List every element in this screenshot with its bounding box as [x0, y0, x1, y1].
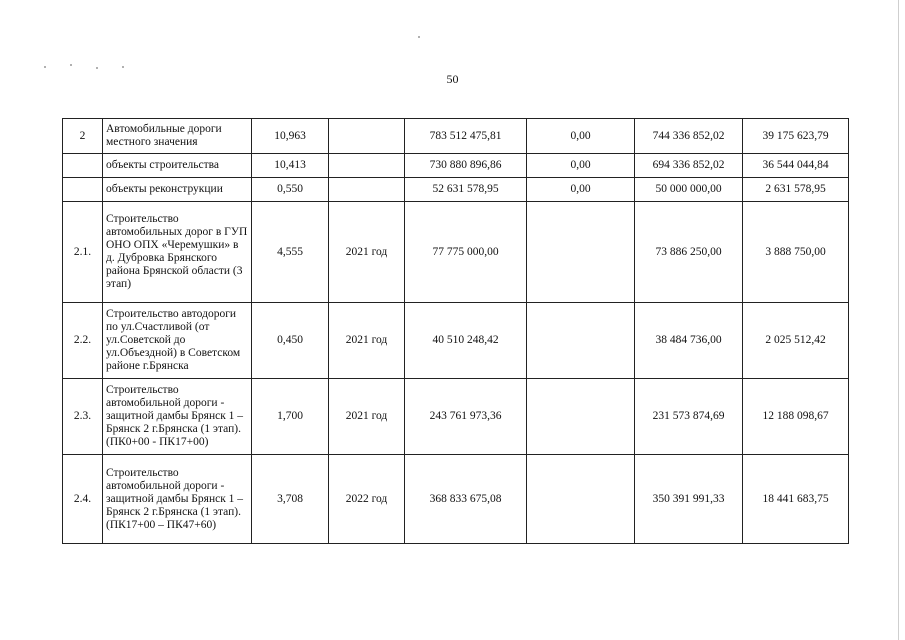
- object-name: Строительство автомобильной дороги - защитной дамбы Брянск 1 – Брянск 2 г.Брянска (1 этап). (ПК17+00 – ПК47+60): [103, 455, 252, 544]
- local-amount: 2 631 578,95: [743, 178, 849, 202]
- length-km: 10,413: [252, 154, 329, 178]
- object-name: Строительство автодороги по ул.Счастливой (от ул.Советской до ул.Объездной) в Советском районе г.Брянска: [103, 303, 252, 379]
- regional-amount: 350 391 991,33: [635, 455, 743, 544]
- budget-table: [62, 118, 849, 544]
- local-amount: 3 888 750,00: [743, 202, 849, 303]
- total-amount: 730 880 896,86: [405, 154, 527, 178]
- page-number: 50: [446, 72, 459, 86]
- total-amount: 52 631 578,95: [405, 178, 527, 202]
- total-amount: 40 510 248,42: [405, 303, 527, 379]
- federal-amount: [527, 303, 635, 379]
- total-amount: 368 833 675,08: [405, 455, 527, 544]
- table-row: [63, 178, 849, 202]
- row-number: 2.3.: [63, 379, 103, 455]
- total-amount: 243 761 973,36: [405, 379, 527, 455]
- object-name: Автомобильные дороги местного значения: [103, 119, 252, 154]
- scan-speck: [418, 36, 420, 38]
- local-amount: 39 175 623,79: [743, 119, 849, 154]
- year: 2021 год: [329, 303, 405, 379]
- year: [329, 154, 405, 178]
- local-amount: 18 441 683,75: [743, 455, 849, 544]
- regional-amount: 38 484 736,00: [635, 303, 743, 379]
- total-amount: 77 775 000,00: [405, 202, 527, 303]
- local-amount: 12 188 098,67: [743, 379, 849, 455]
- object-name: объекты строительства: [103, 154, 252, 178]
- length-km: 1,700: [252, 379, 329, 455]
- object-name: Строительство автомобильных дорог в ГУП ОНО ОПХ «Черемушки» в д. Дубровка Брянского района Брянской области (3 этап): [103, 202, 252, 303]
- scan-edge-line: [898, 0, 899, 640]
- scan-speck: [70, 64, 72, 66]
- year: [329, 178, 405, 202]
- scan-speck: [122, 66, 124, 68]
- total-amount: 783 512 475,81: [405, 119, 527, 154]
- table-row: [63, 303, 849, 379]
- table-row: [63, 202, 849, 303]
- federal-amount: 0,00: [527, 119, 635, 154]
- regional-amount: 744 336 852,02: [635, 119, 743, 154]
- object-name: объекты реконструкции: [103, 178, 252, 202]
- federal-amount: [527, 379, 635, 455]
- federal-amount: [527, 455, 635, 544]
- federal-amount: [527, 202, 635, 303]
- row-number: [63, 154, 103, 178]
- regional-amount: 73 886 250,00: [635, 202, 743, 303]
- length-km: 10,963: [252, 119, 329, 154]
- table-body: [63, 119, 849, 544]
- table-row: [63, 119, 849, 154]
- regional-amount: 50 000 000,00: [635, 178, 743, 202]
- length-km: 0,450: [252, 303, 329, 379]
- row-number: 2.4.: [63, 455, 103, 544]
- length-km: 3,708: [252, 455, 329, 544]
- scan-speck: [44, 66, 46, 68]
- federal-amount: 0,00: [527, 178, 635, 202]
- table-row: [63, 455, 849, 544]
- regional-amount: 231 573 874,69: [635, 379, 743, 455]
- year: 2022 год: [329, 455, 405, 544]
- table-row: [63, 154, 849, 178]
- federal-amount: 0,00: [527, 154, 635, 178]
- row-number: 2.2.: [63, 303, 103, 379]
- local-amount: 2 025 512,42: [743, 303, 849, 379]
- local-amount: 36 544 044,84: [743, 154, 849, 178]
- object-name: Строительство автомобильной дороги - защитной дамбы Брянск 1 – Брянск 2 г.Брянска (1 этап). (ПК0+00 - ПК17+00): [103, 379, 252, 455]
- year: [329, 119, 405, 154]
- table-row: [63, 379, 849, 455]
- length-km: 4,555: [252, 202, 329, 303]
- year: 2021 год: [329, 379, 405, 455]
- length-km: 0,550: [252, 178, 329, 202]
- regional-amount: 694 336 852,02: [635, 154, 743, 178]
- row-number: 2.1.: [63, 202, 103, 303]
- row-number: [63, 178, 103, 202]
- year: 2021 год: [329, 202, 405, 303]
- scan-speck: [96, 67, 98, 69]
- row-number: 2: [63, 119, 103, 154]
